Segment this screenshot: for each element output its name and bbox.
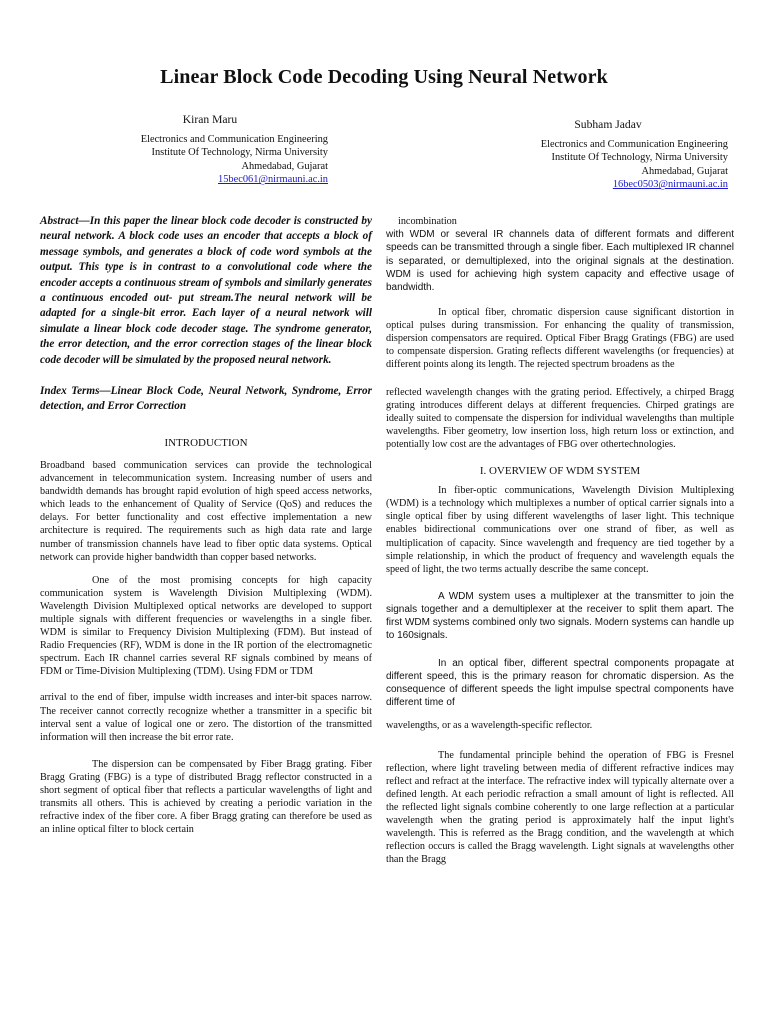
paragraph: Broadband based communication services can provide the technological advancement in telecommunication system. Increasing number of users and bandwidth demands has brought rapid evolution of high speed access networks, which leads to the enhancement of Quality of Service (QoS) and reduces the delays. For better functionality and cost effective implementation a new architecture is required. The requirements such as high data rate and large number of transmission channels have lead to fiber optic data systems. Optical network can provide higher bandwidth than copper based networks. [40,459,372,563]
paragraph: The fundamental principle behind the operation of FBG is Fresnel reflection, where light traveling between media of different refractive indices may reflect and refract at the interface. The refractive index will typically alternate over a defined length. At each periodic refraction a small amount of light is reflected. All the reflected light signals combine coherently to one large reflection at a particular wavelength when the grating period is approximately half the input light's wavelength. This is referred as the Bragg condition, and the wavelength at which reflection occurs is called the Bragg wavelength. Light signals at wavelengths other than the Bragg [386,749,734,866]
paragraph: In optical fiber, chromatic dispersion cause significant distortion in optical pulses during transmission. For enhancing the quality of transmission, dispersion compensators are required. Optical Fiber Bragg Gratings (FBG) are used to compensate dispersion. Grating reflects different wavelengths (or frequencies) at different points along its length. The rejected spectrum broadens as the [386,307,734,371]
author-institute: Institute Of Technology, Nirma University [551,152,728,164]
author-email-link[interactable]: 16bec0503@nirmauni.ac.in [612,179,728,191]
section-heading-overview: I. OVERVIEW OF WDM SYSTEM [479,465,641,478]
paragraph: In an optical fiber, different spectral components propagate at different speed, this is the primary reason for chromatic dispersion. As the consequence of different speeds the light impulse spectral components have different time of [386,657,734,709]
author-block-2 [488,118,728,192]
paper-title: Linear Block Code Decoding Using Neural Network [160,66,608,88]
author-city: Ahmedabad, Gujarat [241,160,328,172]
paragraph: In fiber-optic communications, Wavelength Division Multiplexing (WDM) is a technology which multiplexes a number of optical carrier signals into a single optical fiber by using different wavelengths of laser light. This technique enables bidirectional communications over one strand of fiber, as well as multiplication of capacity. Since wavelength and frequency are tied together by a simple relationship, in which the product of frequency and wavelength equals the speed of light, the two terms actually describe the same concept. [386,485,734,575]
paragraph: arrival to the end of fiber, impulse width increases and inter-bit spaces narrow. The receiver cannot correctly recognize whether a transmitter in a specific bit interval sent a value of logical one or zero. The distortion of the transmitted information will then increase the bit error rate. [40,692,372,743]
paragraph: One of the most promising concepts for high capacity communication system is Wavelength Division Multiplexing (WDM). Wavelength Division Multiplexed optical networks are developed to support multiple signals with different frequencies or wavelengths in a single fiber. WDM is similar to Frequency Division Multiplexing (FDM). But instead of Radio Frequencies (RF), WDM is done in the IR portion of the electromagnetic spectrum. Each IR channel carries several RF signals combined by means of FDM or Time-Division Multiplexing (TDM). Using FDM or TDM [40,574,372,678]
author-email-link[interactable]: 15bec061@nirmauni.ac.in [218,174,328,186]
author-dept: Electronics and Communication Engineering [540,138,728,150]
author-institute: Institute Of Technology, Nirma University [151,147,328,159]
author-name: Kiran Maru [182,113,238,126]
paragraph: reflected wavelength changes with the grating period. Effectively, a chirped Bragg grating introduces different delays at different frequencies. Chirped gratings are ideally suited to compensate the dispersion for individual wavelengths than multiple wavelengths. Fiber geometry, low insertion loss, high return loss or extinction, and potentially low cost are the advantages of FBG over othertechnologies. [386,386,734,450]
paragraph: wavelengths, or as a wavelength-specific reflector. [386,720,593,732]
abstract: Abstract—In this paper the linear block code decoder is constructed by neural network. A block code uses an encoder that accepts a block of message symbols, and generates a block of code word symbols at the output. This type is in contrast to a convolutional code where the encoder accepts a continuous stream of symbols and similarly generates a continuous encoded out- put stream.The neural network will be adapted for a single-bit error. Each layer of a neural network will simulate a linear block code decoder stage. The syndrome generator, the error detection, and the error correction stages of the linear block code decoder will be simulated by the proposed neural network. [40,215,372,366]
section-heading-introduction: INTRODUCTION [164,436,248,449]
index-terms: Index Terms—Linear Block Code, Neural Network, Syndrome, Error detection, and Error Correction [40,385,372,413]
right-column [386,215,734,866]
author-dept: Electronics and Communication Engineering [140,133,328,145]
text-fragment: incombination [398,216,457,227]
author-city: Ahmedabad, Gujarat [641,165,728,177]
paragraph: with WDM or several IR channels data of different formats and different speeds can be transmitted through a single fiber. Each multiplexed IR channel is separated, or demultiplexed, into the original signals at the destination. WDM is used for achieving high system capacity and effective usage of bandwidth. [386,229,734,293]
paragraph: The dispersion can be compensated by Fiber Bragg grating. Fiber Bragg Grating (FBG) is a type of distributed Bragg reflector constructed in a short segment of optical fiber that reflects a particular wavelengths of light and transmits all others. This is achieved by creating a periodic variation in the refractive index of the fiber core. A fiber Bragg grating can therefore be used as an inline optical filter to block certain [40,758,372,836]
paragraph: A WDM system uses a multiplexer at the transmitter to join the signals together and a demultiplexer at the receiver to split them apart. The first WDM systems combined only two signals. Modern systems can handle up to 160signals. [386,590,734,642]
left-column [40,214,372,836]
author-name: Subham Jadav [574,118,642,131]
author-block-1 [92,113,328,187]
